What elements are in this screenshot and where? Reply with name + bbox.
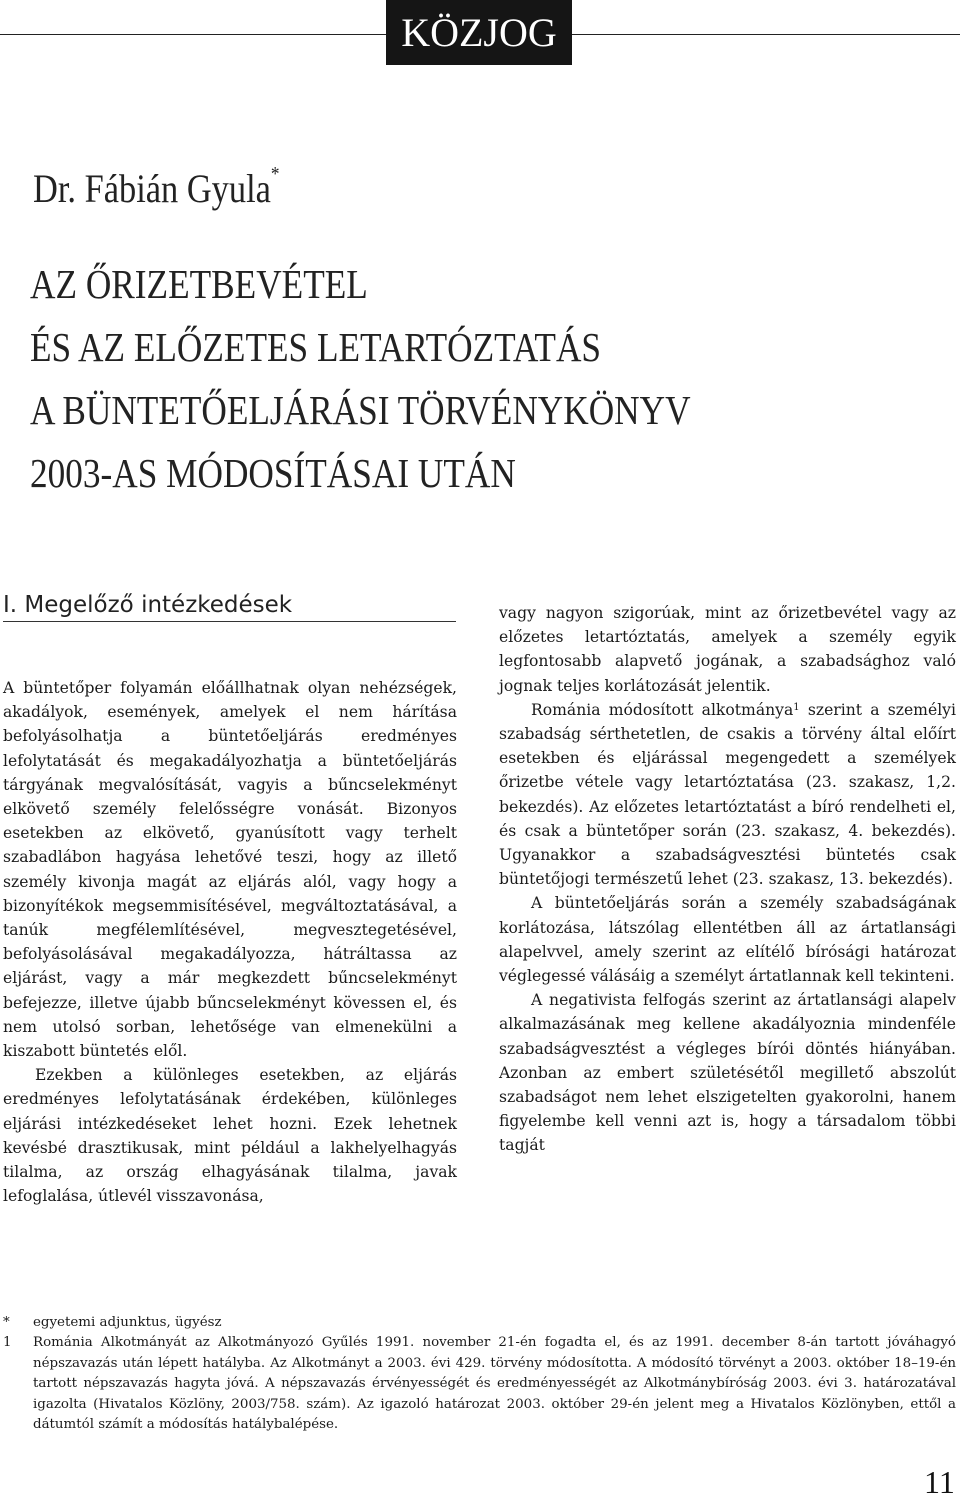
footnotes [0, 1313, 956, 1435]
footnote-mark: * [3, 1315, 10, 1330]
header-rule-left [0, 34, 386, 35]
paragraph: Ezekben a különleges esetekben, az eljárás eredményes lefolytatásának érdekében, különleges eljárási intézkedéseket lehet hozni. Ezek lehetnek kevésbé drasztikusak, mint például a lakhelyelhagyás tilalma, az ország elhagyásának tilalma, javak lefoglalása, útlevél visszavonása, [3, 1066, 457, 1206]
title-line: ÉS AZ ELŐZETES LETARTÓZTATÁS [30, 324, 602, 370]
title-line: AZ ŐRIZETBEVÉTEL [30, 261, 368, 307]
paragraph [499, 698, 956, 892]
author-text: Dr. Fábián Gyula [33, 166, 271, 211]
author-footnote-mark: * [270, 163, 280, 185]
author-name [33, 165, 279, 212]
paragraph-text: szerint a személyi szabadság sérthetetlen, de csakis a törvény által előírt esetekben és eljárással megengedett a személyek őrizetbe vétele vagy letartóztatása (23. szakasz, 1,2. bekezdés). Az előzetes letartóztatást a bíró rendelheti el, és csak a büntetőper során (23. szakasz, 4. bekezdés). Ugyanakkor a szabadságvesztési büntetés csak büntetőjogi természetű lehet (23. szakasz, 13. bekezdés). [499, 700, 956, 889]
left-column [3, 676, 457, 1208]
paragraph-text: Románia módosított alkotmánya [531, 700, 794, 719]
section-badge [386, 0, 572, 65]
title-line: A BÜNTETŐELJÁRÁSI TÖRVÉNYKÖNYV [30, 387, 691, 433]
paragraph: A negativista felfogás szerint az ártatlansági alapelv alkalmazásának meg kellene akadályoznia mindenféle szabadságvesztést a végleges bírói döntés hiányában. Azonban az embert születésétől megillető abszolút szabadságot nem lehet elszigetelten gyakorolni, hanem figyelembe kell venni azt is, hogy a társadalom többi tagját [499, 991, 956, 1155]
paragraph: A büntetőeljárás során a személy szabadságának korlátozása, látszólag ellentétben áll az ártatlansági alapelvvel, amely szerint az elítélő bírósági határozat véglegessé válásáig a személyt ártatlannak kell tekinteni. [499, 894, 956, 986]
section-heading: I. Megelőző intézkedések [3, 592, 456, 622]
right-column [499, 601, 956, 1158]
header-rule-right [572, 34, 960, 35]
paragraph: A büntetőper folyamán előállhatnak olyan nehézségek, akadályok, események, amelyek el nem hárítása befolyásolhatja a büntetőeljárás eredményes lefolytatását és megakadályozhatja a büntetőeljárás tárgyának megvalósítását, vagyis a bűncselekményt elkövető személy felelősségre vonását. Bizonyos esetekben az elkövető, gyanúsított vagy terhelt szabadlábon hagyása lehetővé teszi, hogy az illető személy kivonja magát az eljárás alól, vagy hogy a bizonyítékok megsemmisítésével, megváltoztatásával, a tanúk megfélemlítésével, megvesztegetésével, befolyásolásával megakadályozza, hátráltassa az eljárást, vagy a már megkezdett bűncselekményt befejezze, illetve újabb bűncselekményt kövessen el, és nem utolsó sorban, lehetősége van elmenekülni a kiszabott büntetés elől. [3, 679, 457, 1061]
page-number: 11 [924, 1464, 955, 1500]
footnote-mark: 1 [3, 1335, 12, 1351]
article-title [30, 253, 691, 505]
footnote [0, 1313, 956, 1333]
footnote-reference[interactable]: 1 [793, 701, 800, 713]
section-badge-label: KÖZJOG [401, 10, 557, 55]
footnote [0, 1333, 956, 1435]
footnote-text: egyetemi adjunktus, ügyész [33, 1315, 222, 1330]
title-line: 2003-AS MÓDOSÍTÁSAI UTÁN [30, 450, 516, 496]
footnote-text: Románia Alkotmányát az Alkotmányozó Gyűlés 1991. november 21-én fogadta el, és az 1991. december 8-án tartott jóváhagyó népszavazás után lépett hatályba. Az Alkotmányt a 2003. évi 429. törvény módosította. A módosító törvényt a 2003. október 18–19-én tartott népszavazás hagyta jóvá. A népszavazás érvényességét és eredményességét az Alkotmánybíróság 2003. évi 3. határozatával igazolta (Hivatalos Közlöny, 2003/758. szám). Az igazoló határozat 2003. október 29-én jelent meg a Hivatalos Közlönyben, ettől a dátumtól számít a módosítás hatálybalépése. [33, 1335, 956, 1433]
paragraph: vagy nagyon szigorúak, mint az őrizetbevétel vagy az előzetes letartóztatás, amelyek a személy egyik legfontosabb alapvető jogának, a szabadsághoz való jognak teljes korlátozását jelentik. [499, 604, 956, 695]
